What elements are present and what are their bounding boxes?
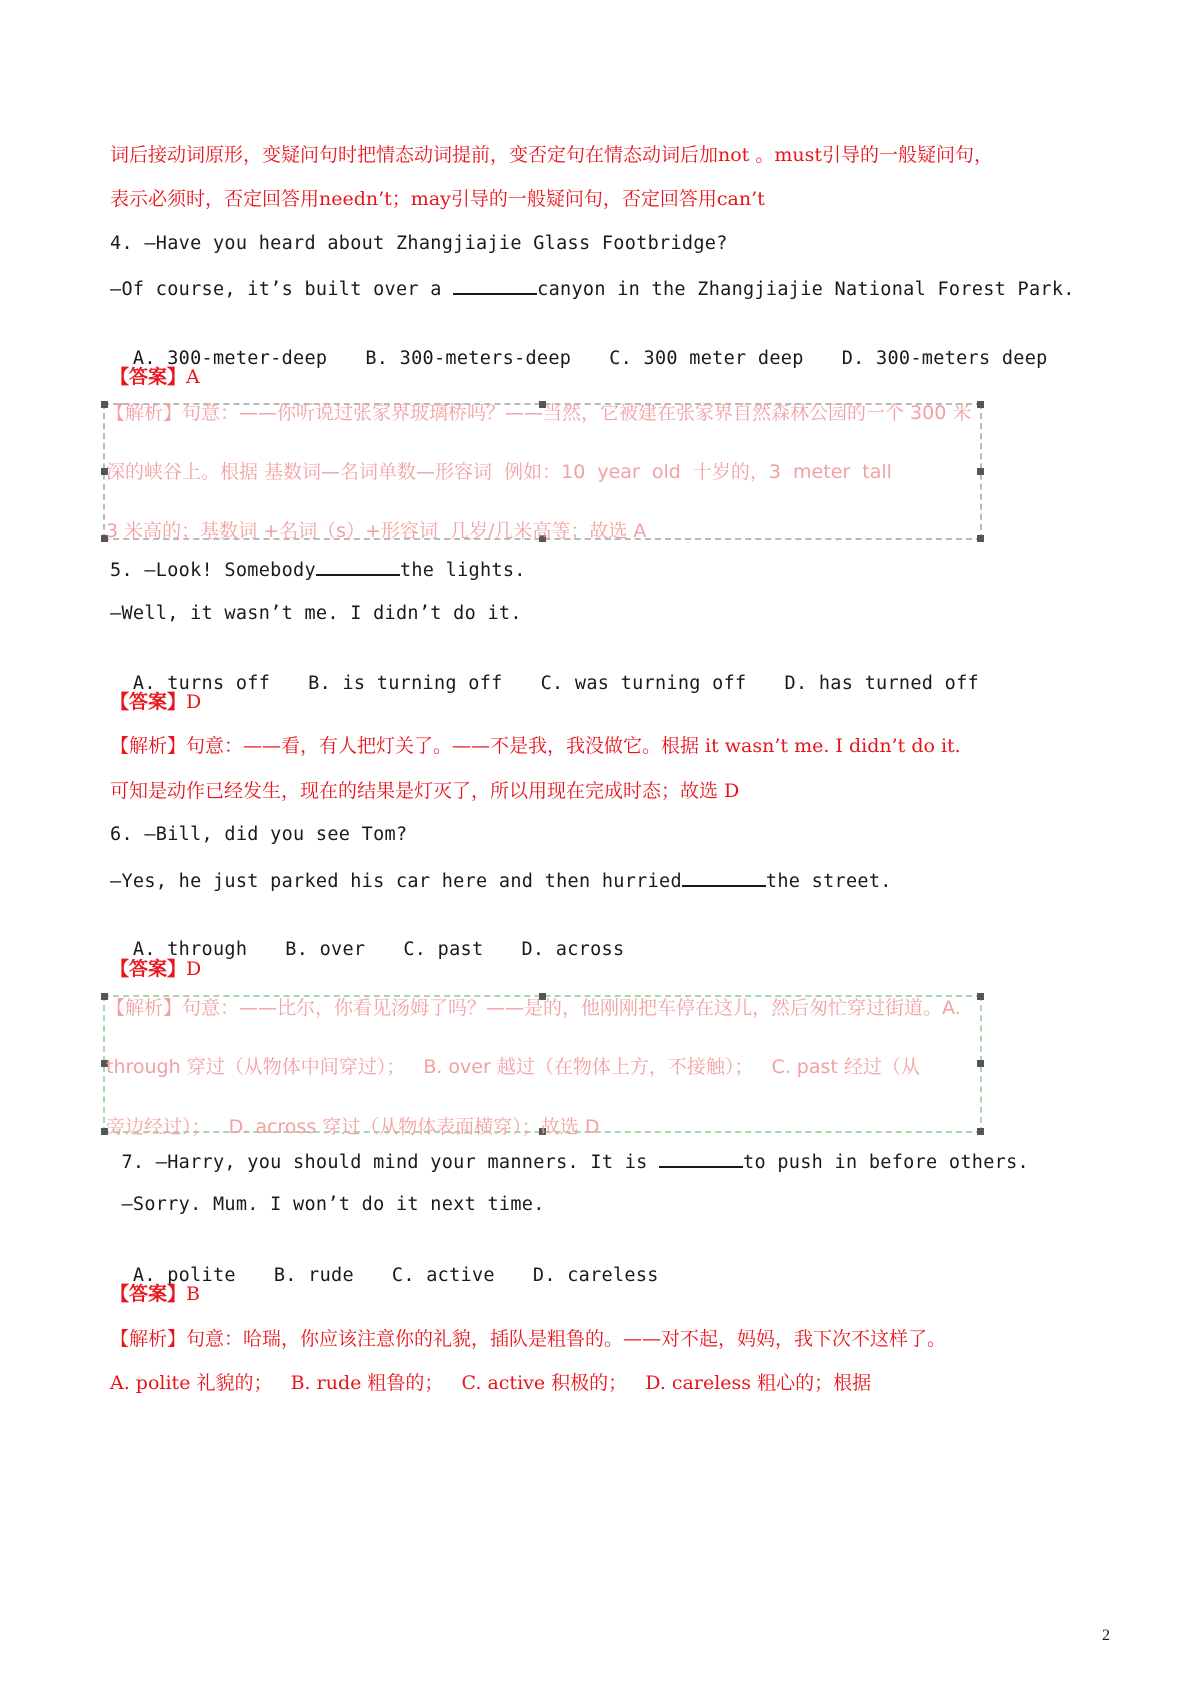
q4-analysis-line-2: 深的峡谷上。根据 基数词—名词单数—形容词 例如：10 year old 十岁的，3 meter tall [106,461,892,483]
q6-analysis-line-2: through 穿过（从物体中间穿过）； B. over 越过（在物体上方，不接触）； C. past 经过（从 [106,1056,920,1078]
q5-blank [316,556,400,576]
q5-analysis-line-1: 【解析】句意：——看，有人把灯关了。——不是我，我没做它。根据 it wasn’t me. I didn’t do it. [110,735,961,757]
q7-option-c: C. active [391,1265,495,1286]
q6-option-a: A. through [132,939,248,960]
q7-question-after: to push in before others. [743,1152,1029,1173]
q5-options [110,645,1017,697]
q7-answer-label: 【答案】 [110,1283,187,1305]
q5-option-b: B. is turning off [308,673,503,694]
q6-option-d: D. across [521,939,625,960]
q4-analysis-line-1: 【解析】句意：——你听说过张家界玻璃桥吗？——当然，它被建在张家界自然森林公园的一个 300 米 [106,402,972,424]
q5-answer-label: 【答案】 [110,691,187,713]
q7-question [110,1148,1029,1176]
q5-answer-value: D [186,691,202,713]
page-number: 2 [1102,1627,1110,1644]
q7-answer-value: B [186,1283,200,1305]
resize-handle-bottom-right[interactable] [977,1128,984,1135]
q6-answer [110,956,201,982]
q4-option-a: A. 300-meter-deep [132,348,328,369]
q7-option-a: A. polite [132,1265,236,1286]
q6-question: 6. —Bill, did you see Tom? [110,824,408,845]
q5-option-c: C. was turning off [540,673,747,694]
q7-analysis-line-1: 【解析】句意：哈瑞，你应该注意你的礼貌，插队是粗鲁的。——对不起，妈妈，我下次不这样了。 [110,1328,947,1350]
q5-answer [110,689,201,715]
q6-option-b: B. over [285,939,366,960]
q4-option-d: D. 300-meters deep [841,348,1048,369]
q6-reply-after: the street. [765,871,892,892]
q6-answer-label: 【答案】 [110,958,187,980]
q5-question [110,556,526,584]
q7-question-before: 7. —Harry, you should mind your manners. It is [110,1152,660,1173]
resize-handle-right[interactable] [977,1060,984,1067]
q5-analysis-line-2: 可知是动作已经发生，现在的结果是灯灭了，所以用现在完成时态；故选 D [110,780,740,802]
q7-analysis-line-2: A. polite 礼貌的； B. rude 粗鲁的； C. active 积极的； D. careless 粗心的；根据 [110,1372,872,1394]
q4-options [110,320,1086,372]
intro-line-1: 词后接动词原形，变疑问句时把情态动词提前，变否定句在情态动词后加not 。must引导的一般疑问句， [110,144,993,166]
q7-option-d: D. careless [532,1265,659,1286]
q4-analysis-line-3: 3 米高的；基数词 +名词（s）+形容词 几岁/几米高等；故选 A [106,520,647,542]
q6-option-c: C. past [403,939,484,960]
q5-option-a: A. turns off [132,673,271,694]
q6-analysis-line-3: 旁边经过）； D. across 穿过（从物体表面横穿）；故选 D [106,1116,600,1138]
resize-handle-top-right[interactable] [977,401,984,408]
q4-blank [453,275,537,295]
resize-handle-top-right[interactable] [977,993,984,1000]
q5-reply: —Well, it wasn’t me. I didn’t do it. [110,603,522,624]
resize-handle-right[interactable] [977,468,984,475]
q4-option-b: B. 300-meters-deep [365,348,572,369]
q5-option-d: D. has turned off [784,673,979,694]
intro-line-2: 表示必须时，否定回答用needn’t；may引导的一般疑问句，否定回答用can’t [110,188,765,210]
q4-reply-after: canyon in the Zhangjiajie National Forest Park. [537,279,1075,300]
q4-option-c: C. 300 meter deep [609,348,804,369]
q6-blank [682,867,766,887]
q6-answer-value: D [186,958,202,980]
q4-question: 4. —Have you heard about Zhangjiajie Glass Footbridge? [110,233,728,254]
q5-question-after: the lights. [399,560,526,581]
q7-blank [659,1148,743,1168]
q7-option-b: B. rude [273,1265,354,1286]
q6-reply-before: —Yes, he just parked his car here and then hurried [110,871,682,892]
resize-handle-bottom-right[interactable] [977,535,984,542]
q7-reply: —Sorry. Mum. I won’t do it next time. [110,1194,545,1215]
q5-question-before: 5. —Look! Somebody [110,560,316,581]
q4-answer-label: 【答案】 [110,366,187,388]
q4-answer [110,364,200,390]
q6-reply [110,867,892,895]
q6-analysis-line-1: 【解析】句意：——比尔，你看见汤姆了吗？——是的，他刚刚把车停在这儿，然后匆忙穿过街道。A. [106,997,961,1019]
q4-answer-value: A [186,366,200,388]
q7-answer [110,1281,200,1307]
q4-reply [110,275,1075,303]
q4-reply-before: —Of course, it’s built over a [110,279,454,300]
